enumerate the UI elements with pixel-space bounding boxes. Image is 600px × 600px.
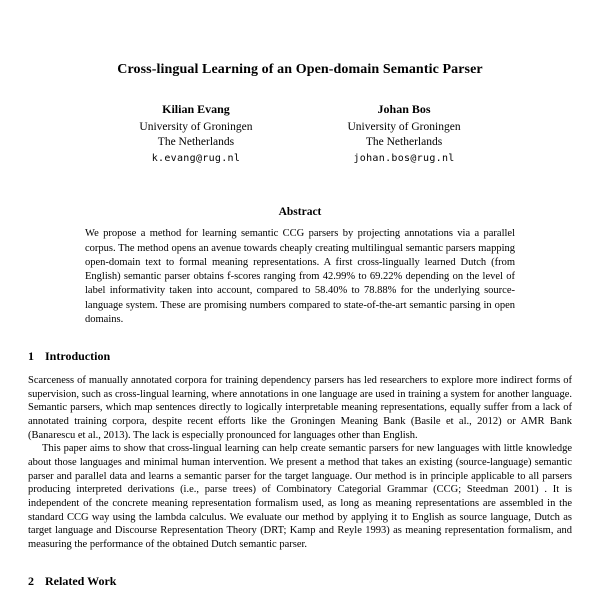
author-2-affiliation: University of Groningen <box>347 121 461 133</box>
author-1-email: k.evang@rug.nl <box>151 153 241 165</box>
intro-paragraph-1: Scarceness of manually annotated corpora for training dependency parsers has led researchers to explore more indirect forms of supervision, such as cross-lingual learning, where annotations in one language are used in training a system for another language. Semantic parsers, which map sentences directly to logically interpretable meaning representations, equally suffer from a lack of annotated training corpora, despite recent efforts like the Groningen Meaning Bank (Basile et al., 2012) or AMR Bank (Banarescu et al., 2013). The lack is especially pronounced for languages other than English. <box>28 375 572 441</box>
section-1-heading <box>28 349 572 364</box>
author-1-country: The Netherlands <box>157 136 235 149</box>
author-2-name: Johan Bos <box>377 102 431 116</box>
author-2-country: The Netherlands <box>365 136 443 149</box>
paper-title: Cross-lingual Learning of an Open-domain Semantic Parser <box>117 62 483 77</box>
section-introduction <box>28 349 572 551</box>
section-related-work <box>28 574 572 589</box>
author-block <box>28 102 572 164</box>
author-1-affiliation: University of Groningen <box>139 121 253 133</box>
author-1-name: Kilian Evang <box>162 102 230 116</box>
author-2-email: johan.bos@rug.nl <box>353 153 455 165</box>
abstract-heading: Abstract <box>278 206 322 219</box>
abstract-text: We propose a method for learning semantic CCG parsers by projecting annotations via a parallel corpus. The method opens an avenue towards cheaply creating multilingual semantic parsers mapping open-domain text to formal meaning representations. A first cross-lingually learned Dutch (from English) semantic parser obtains f-scores ranging from 42.99% to 69.22% depending on the level of label informativity taken into account, compared to 58.40% to 78.88% for the underlying source-language system. These are promising numbers compared to state-of-the-art semantic parsing in open domains. <box>85 228 515 325</box>
abstract-section <box>85 206 515 327</box>
intro-paragraph-2: This paper aims to show that cross-lingual learning can help create semantic parsers for new languages with little knowledge about those languages and minimal human intervention. We present a method that takes an existing (source-language) semantic parser and parallel data and learns a semantic parser for the target language. Our method is in principle applicable to all parsers producing interpreted derivations (i.e., parse trees) of Combinatory Categorial Grammar (CCG; Steedman 2001) . It is independent of the concrete meaning representation formalism used, as long as meaning representations are assembled in the standard CCG way using the lambda calculus. We evaluate our method by applying it to English as source language, Dutch as target language and Discourse Representation Theory (DRT; Kamp and Reyle 1993) as meaning representation formalism, and measuring the performance of the obtained Dutch semantic parser. <box>28 443 572 550</box>
author-1 <box>139 102 252 164</box>
section-2-heading <box>28 574 572 589</box>
section-2-title: Related Work <box>45 573 117 588</box>
section-2-number: 2 <box>28 573 34 588</box>
author-2 <box>348 102 461 164</box>
section-1-title: Introduction <box>45 349 111 364</box>
section-1-number: 1 <box>28 349 34 364</box>
